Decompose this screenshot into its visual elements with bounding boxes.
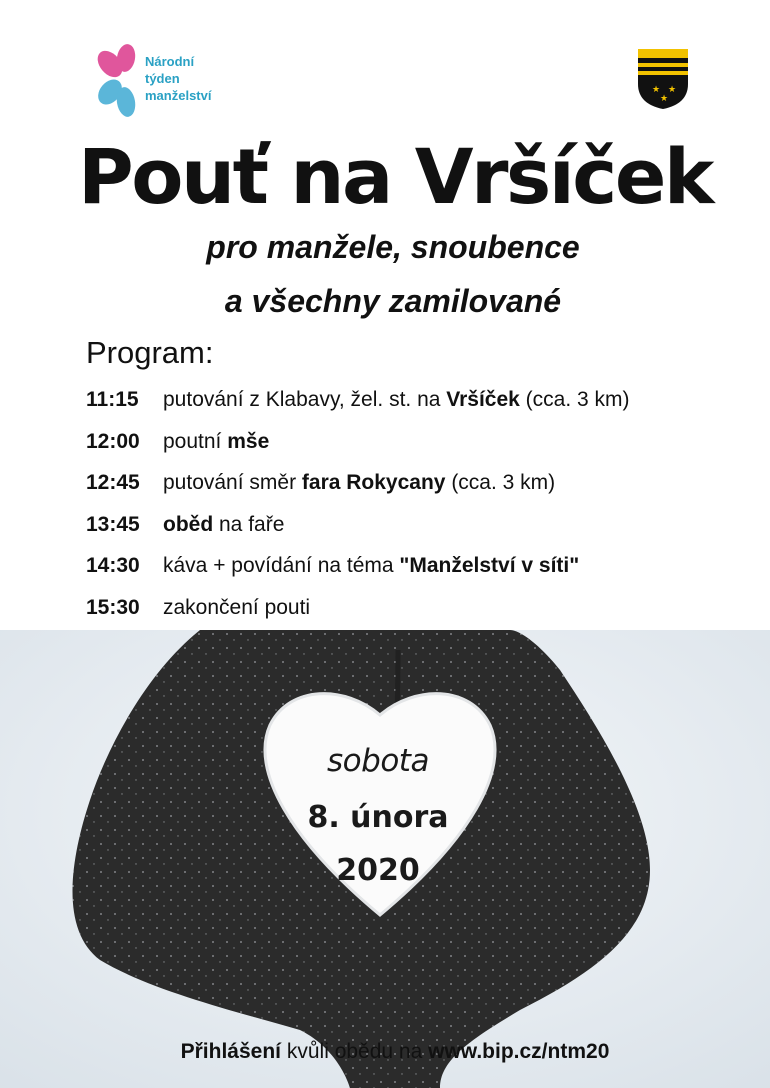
program-item — [86, 421, 630, 463]
program-item — [86, 379, 630, 421]
date-weekday: sobota — [327, 743, 429, 779]
program-text: zakončení pouti — [163, 595, 311, 619]
svg-text:★: ★ — [660, 94, 669, 104]
program-text: Vršíček — [446, 388, 520, 411]
heart-petals-icon — [96, 42, 142, 122]
program-text: oběd — [163, 512, 214, 536]
logo-text — [145, 53, 211, 104]
program-text: putování směr — [163, 471, 302, 494]
program-text: fara Rokycany — [301, 471, 446, 494]
program-time: 12:00 — [86, 429, 140, 453]
program-time: 14:30 — [86, 554, 140, 577]
event-title: Pouť na Vršíček — [78, 132, 712, 221]
date-year: 2020 — [336, 853, 420, 888]
program-text: "Manželství v síti" — [399, 554, 580, 577]
ntm-logo — [96, 42, 236, 122]
subtitle-line-1: pro manžele, snoubence — [206, 229, 580, 265]
program-text: (cca. 3 km) — [519, 388, 630, 411]
program-item — [86, 504, 630, 546]
program-text: káva + povídání na téma — [163, 554, 400, 577]
program-time: 13:45 — [86, 512, 140, 536]
program-list — [86, 379, 630, 628]
registration-lead: Přihlášení — [180, 1040, 282, 1063]
svg-text:★: ★ — [668, 85, 677, 95]
program-time: 11:15 — [86, 388, 139, 411]
program-text: mše — [227, 429, 270, 453]
coat-of-arms-icon — [637, 48, 689, 110]
subtitle-line-2: a všechny zamilované — [224, 283, 562, 319]
logo-line-1: Národní — [145, 54, 195, 69]
program-time: 12:45 — [86, 471, 140, 494]
logo-line-3: manželství — [145, 88, 212, 103]
registration-note — [0, 1040, 770, 1064]
program-item — [86, 545, 630, 587]
logo-line-2: týden — [145, 71, 180, 86]
program-item — [86, 462, 630, 504]
program-text: putování z Klabavy, žel. st. na — [163, 388, 447, 411]
program-time: 15:30 — [86, 595, 140, 619]
program-item — [86, 587, 630, 629]
program-text: (cca. 3 km) — [445, 471, 556, 494]
registration-url[interactable]: www.bip.cz/ntm20 — [428, 1040, 610, 1063]
program-text: poutní — [163, 429, 228, 453]
program-text: na faře — [213, 512, 285, 536]
date-day: 8. února — [307, 800, 449, 835]
registration-middle: kvůli obědu na — [281, 1040, 429, 1063]
program-heading: Program: — [86, 335, 214, 370]
svg-text:★: ★ — [652, 85, 661, 95]
